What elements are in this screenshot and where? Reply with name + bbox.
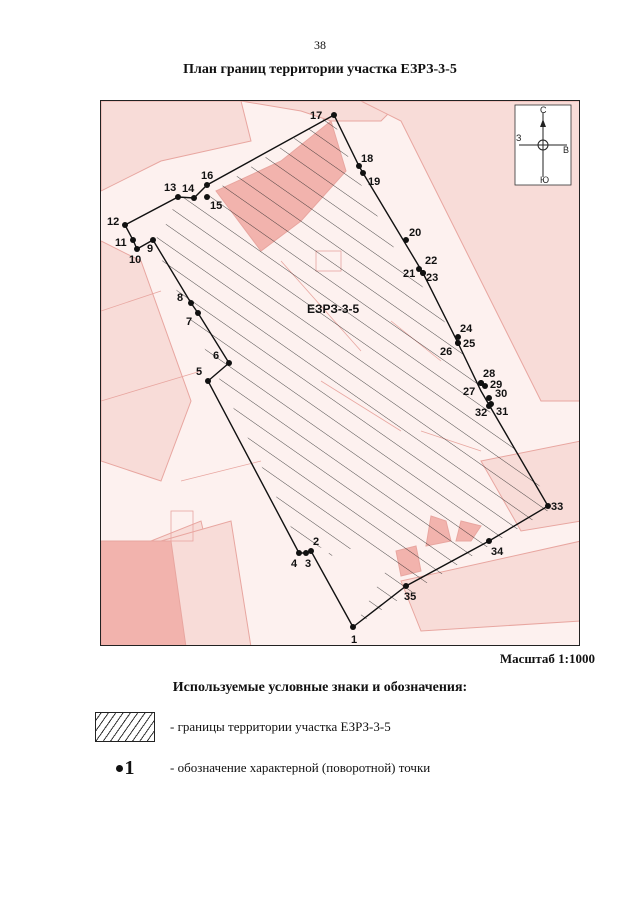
point-4-marker (296, 550, 302, 556)
page-number: 38 (314, 38, 326, 52)
point-28-label: 28 (483, 368, 496, 380)
legend-item-hatch (95, 712, 391, 742)
map-title: План границ территории участка ЕЗРЗ-3-5 (183, 62, 457, 77)
point-17-label: 17 (310, 110, 323, 122)
point-9-label: 9 (147, 243, 154, 255)
compass-south: Ю (540, 175, 550, 185)
point-17-marker (331, 112, 337, 118)
point-1-marker (350, 624, 356, 630)
point-35-marker (403, 583, 409, 589)
point-31-label: 31 (496, 406, 509, 418)
point-25-label: 25 (463, 338, 476, 350)
compass-north: С (540, 105, 547, 115)
point-7-label: 7 (186, 316, 193, 328)
point-30-label: 30 (495, 388, 508, 400)
point-21-label: 21 (403, 268, 416, 280)
point-3-marker (303, 550, 309, 556)
point-35-label: 35 (404, 591, 417, 603)
point-33-label: 33 (551, 501, 564, 513)
map-frame (100, 100, 580, 646)
point-16-label: 16 (201, 170, 214, 182)
legend-title: Используемые условные знаки и обозначения: (172, 680, 468, 695)
point-26-label: 26 (440, 346, 453, 358)
point-16-marker (204, 182, 210, 188)
point-5-marker (205, 378, 211, 384)
point-13-label: 13 (164, 182, 177, 194)
point-8-marker (188, 300, 194, 306)
point-6-marker (226, 360, 232, 366)
point-34-label: 34 (491, 546, 504, 558)
point-5-label: 5 (196, 366, 203, 378)
legend-point-text: - обозначение характерной (поворотной) точки (170, 760, 431, 775)
point-29-label: 29 (490, 379, 503, 391)
point-19-marker (360, 170, 366, 176)
point-dot-icon (116, 765, 123, 772)
point-symbol-label: 1 (124, 756, 135, 779)
point-30-marker (486, 395, 492, 401)
point-10-marker (134, 246, 140, 252)
point-6-label: 6 (213, 350, 220, 362)
compass-west: З (516, 133, 522, 143)
point-14-label: 14 (182, 183, 195, 195)
point-11-marker (130, 237, 136, 243)
legend-item-point (95, 753, 430, 783)
hatch-swatch (95, 712, 155, 742)
point-18-label: 18 (361, 153, 374, 165)
point-15-label: 15 (210, 200, 223, 212)
point-22-label: 22 (425, 255, 438, 267)
point-8-label: 8 (177, 292, 184, 304)
legend-hatch-text: - границы территории участка ЕЗРЗ-3-5 (170, 719, 391, 734)
scale-label: Масштаб 1:1000 (499, 651, 595, 666)
compass-rose (515, 105, 571, 185)
zone-label: ЕЗРЗ-3-5 (307, 302, 360, 316)
point-12-label: 12 (107, 216, 120, 228)
point-4-label: 4 (291, 558, 298, 570)
point-19-label: 19 (368, 176, 381, 188)
point-20-label: 20 (409, 227, 422, 239)
point-10-label: 10 (129, 254, 142, 266)
point-12-marker (122, 222, 128, 228)
point-29-marker (482, 383, 488, 389)
point-34-marker (486, 538, 492, 544)
point-11-label: 11 (115, 237, 127, 249)
point-24-label: 24 (460, 323, 473, 335)
point-symbol (95, 753, 155, 783)
point-1-label: 1 (351, 634, 358, 646)
point-3-label: 3 (305, 558, 312, 570)
point-2-label: 2 (313, 536, 320, 548)
point-27-label: 27 (463, 386, 476, 398)
compass-east: В (563, 145, 570, 155)
point-7-marker (195, 310, 201, 316)
point-26-marker (455, 340, 461, 346)
point-32-label: 32 (475, 407, 488, 419)
point-14-marker (191, 195, 197, 201)
point-13-marker (175, 194, 181, 200)
point-23-label: 23 (426, 272, 439, 284)
cadastral-map (101, 101, 580, 646)
